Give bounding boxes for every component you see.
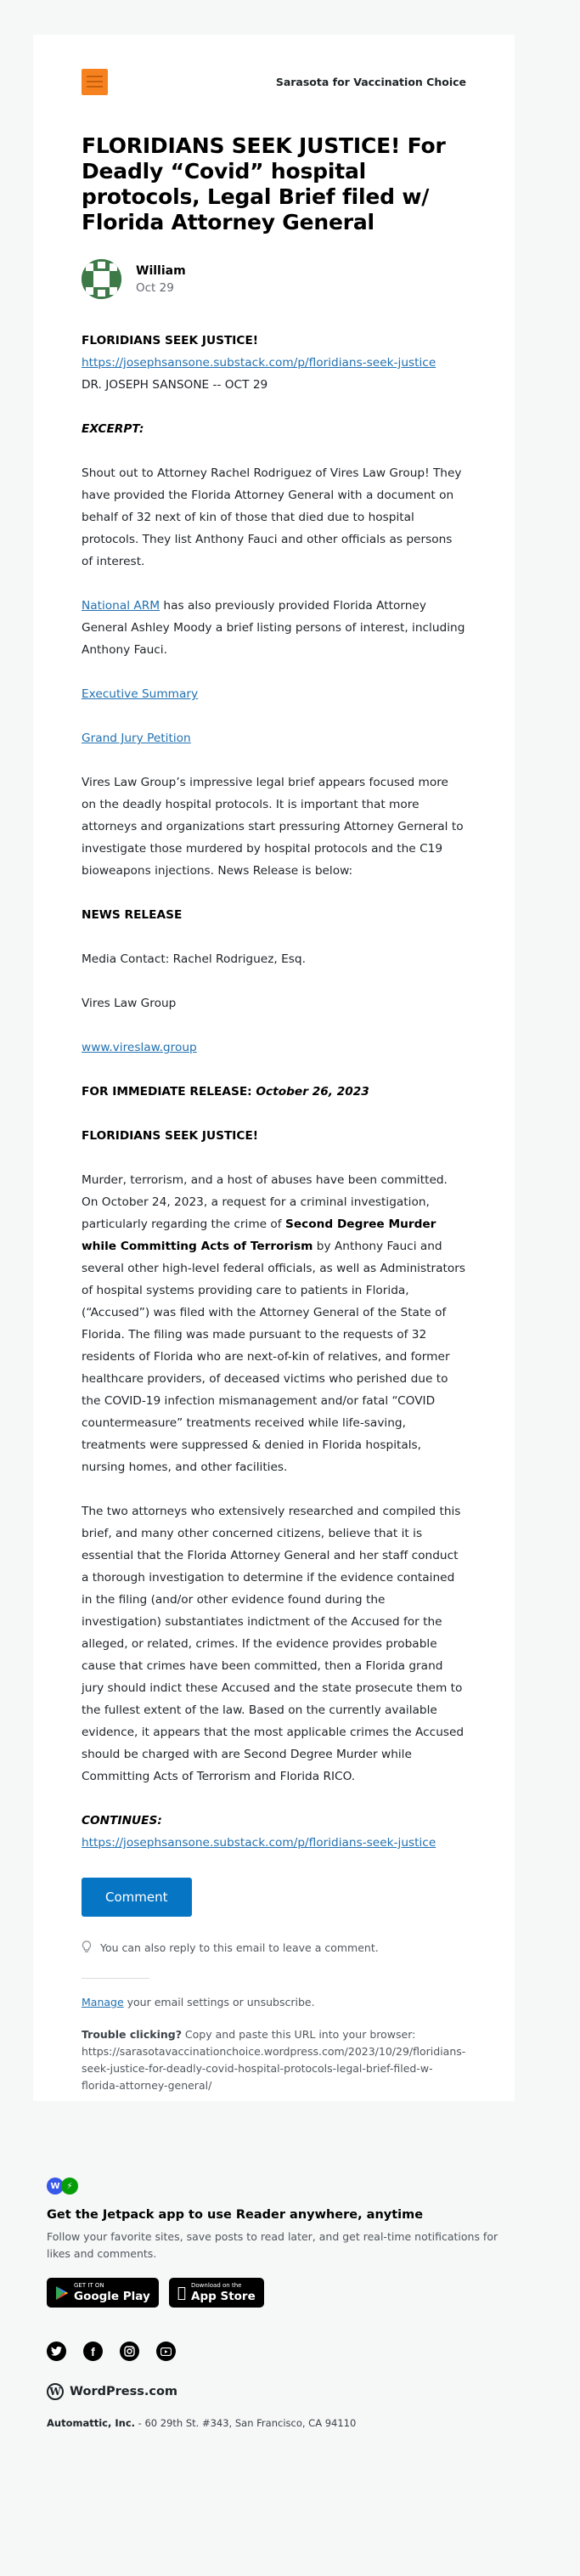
google-play-button[interactable]: GET IT ON Google Play	[47, 2278, 159, 2308]
paragraph-3: Vires Law Group’s impressive legal brief appears focused more on the deadly hospital protocols. It is important that more attorneys and organizations start pressuring Attorney Gerneral to investigate those murdered by hospital protocols and the C19 bioweapons injections. News Release is below:	[82, 776, 464, 878]
firm-name: Vires Law Group	[82, 997, 177, 1010]
lightbulb-icon	[82, 1940, 92, 1954]
intro-byline: DR. JOSEPH SANSONE -- OCT 29	[82, 378, 268, 392]
app-store-button[interactable]: Download on the App Store	[169, 2278, 264, 2308]
excerpt-label: EXCERPT:	[82, 422, 144, 436]
paragraph-5: The two attorneys who extensively researched and compiled this brief, and many other concerned citizens, believe that it is essential that the Florida Attorney General and her staff conduct a thorough investigation to determine if the evidence contained in the filing (and/or other evidence found during the investigation) substantiates indictment of the Accused for the alleged, or related, crimes. If the evidence provides probable cause that crimes have been committed, then a Florida grand jury should indict these Accused and the state prosecute them to the fullest extent of the law. Based on the currently available evidence, it appears that the most applicable crimes the Accused should be charged with are Second Degree Murder while Committing Acts of Terrorism and Florida RICO.	[82, 1505, 465, 1783]
email-card	[33, 35, 515, 2101]
intro-title: FLORIDIANS SEEK JUSTICE!	[82, 334, 259, 347]
app-badges	[47, 2178, 522, 2195]
apple-icon	[177, 2285, 186, 2302]
national-arm-link[interactable]: National ARM	[82, 599, 160, 613]
author-name: William	[136, 263, 186, 278]
wordpress-com-logo[interactable]: W WordPress.com	[47, 2383, 522, 2400]
paragraph-4: Murder, terrorism, and a host of abuses have been committed. On October 24, 2023, a request for a criminal investigation, particularly regarding the crime of Second Degree Murder while Committing Acts of Terrorism by Anthony Fauci and several other high-level federal officials, as well as Administrators of hospital systems providing care to patients in Florida, (“Accused”) was filed with the Attorney General of the State of Florida. The filing was made pursuant to the requests of 32 residents of Florida who are next-of-kin of relatives, and former healthcare providers, of deceased victims who perished due to the COVID-19 infection mismanagement and/or fatal “COVID countermeasure” treatments received while life-saving, treatments were suppressed & denied in Florida hospitals, nursing homes, and other facilities.	[82, 1173, 465, 1474]
jetpack-headline: Get the Jetpack app to use Reader anywhere, anytime	[47, 2208, 424, 2222]
social-links	[47, 2342, 522, 2361]
charge-highlight: Second Degree Murder while Committing Acts of Terrorism	[82, 1217, 436, 1253]
jetpack-icon: ⚡	[61, 2178, 78, 2195]
executive-summary-link[interactable]: Executive Summary	[82, 687, 199, 701]
author-block	[82, 259, 466, 299]
manage-settings: Manage your email settings or unsubscribe.	[82, 1996, 315, 2008]
footer	[47, 2178, 522, 2429]
trouble-clicking: Trouble clicking? Copy and paste this URL into your browser: https://sarasotavaccinationchoice.wordpress.com/2023/10/29/floridians-seek-justice-for-deadly-covid-hospital-protocols-legal-brief-filed-w-florida-attorney-general/	[82, 2028, 466, 2092]
media-contact: Media Contact: Rachel Rodriguez, Esq.	[82, 952, 306, 966]
instagram-icon[interactable]	[120, 2342, 139, 2361]
wordpress-logo-icon: W	[47, 2383, 64, 2400]
company-address: Automattic, Inc. - 60 29th St. #343, San Francisco, CA 94110	[47, 2417, 357, 2429]
reply-note: You can also reply to this email to leave a comment.	[82, 1940, 466, 1954]
facebook-icon[interactable]: f	[83, 2342, 103, 2361]
paragraph-2: has also previously provided Florida Attorney General Ashley Moody a brief listing persons of interest, including Anthony Fauci.	[82, 599, 465, 657]
comment-button[interactable]: Comment	[82, 1878, 192, 1917]
release-label: FOR IMMEDIATE RELEASE:	[82, 1085, 256, 1099]
site-logo[interactable]	[82, 69, 108, 95]
divider	[82, 1978, 149, 1979]
twitter-icon[interactable]	[47, 2342, 66, 2361]
firm-link[interactable]: www.vireslaw.group	[82, 1041, 197, 1054]
post-content	[82, 330, 466, 1854]
site-header	[82, 69, 466, 94]
release-date: October 26, 2023	[256, 1085, 369, 1099]
news-release-heading: NEWS RELEASE	[82, 908, 183, 922]
post-date: Oct 29	[136, 280, 174, 295]
headline-2: FLORIDIANS SEEK JUSTICE!	[82, 1129, 259, 1143]
paragraph-1: Shout out to Attorney Rachel Rodriguez of Vires Law Group! They have provided the Florida Attorney General with a document on behalf of 32 next of kin of those that died due to hospital protocols. They list Anthony Fauci and other officials as persons of interest.	[82, 466, 462, 568]
site-name[interactable]: Sarasota for Vaccination Choice	[275, 75, 466, 88]
store-buttons	[47, 2278, 522, 2308]
google-play-icon	[55, 2285, 69, 2301]
grand-jury-petition-link[interactable]: Grand Jury Petition	[82, 732, 191, 745]
post-url[interactable]: https://sarasotavaccinationchoice.wordpress.com/2023/10/29/floridians-seek-justice-for-deadly-covid-hospital-protocols-legal-brief-filed-w-florida-attorney-general/	[82, 2045, 466, 2092]
jetpack-description: Follow your favorite sites, save posts to read later, and get real-time notifications for likes and comments.	[47, 2230, 498, 2260]
intro-link[interactable]: https://josephsansone.substack.com/p/floridians-seek-justice	[82, 356, 436, 370]
avatar	[82, 259, 121, 299]
youtube-icon[interactable]	[156, 2342, 176, 2361]
post-title[interactable]: FLORIDIANS SEEK JUSTICE! For Deadly “Covid” hospital protocols, Legal Brief filed w/ Florida Attorney General	[82, 133, 446, 234]
continues-link[interactable]: https://josephsansone.substack.com/p/floridians-seek-justice	[82, 1836, 436, 1850]
wordpress-icon: W	[47, 2178, 64, 2195]
manage-link[interactable]: Manage	[82, 1996, 124, 2008]
continues-label: CONTINUES:	[82, 1814, 162, 1827]
